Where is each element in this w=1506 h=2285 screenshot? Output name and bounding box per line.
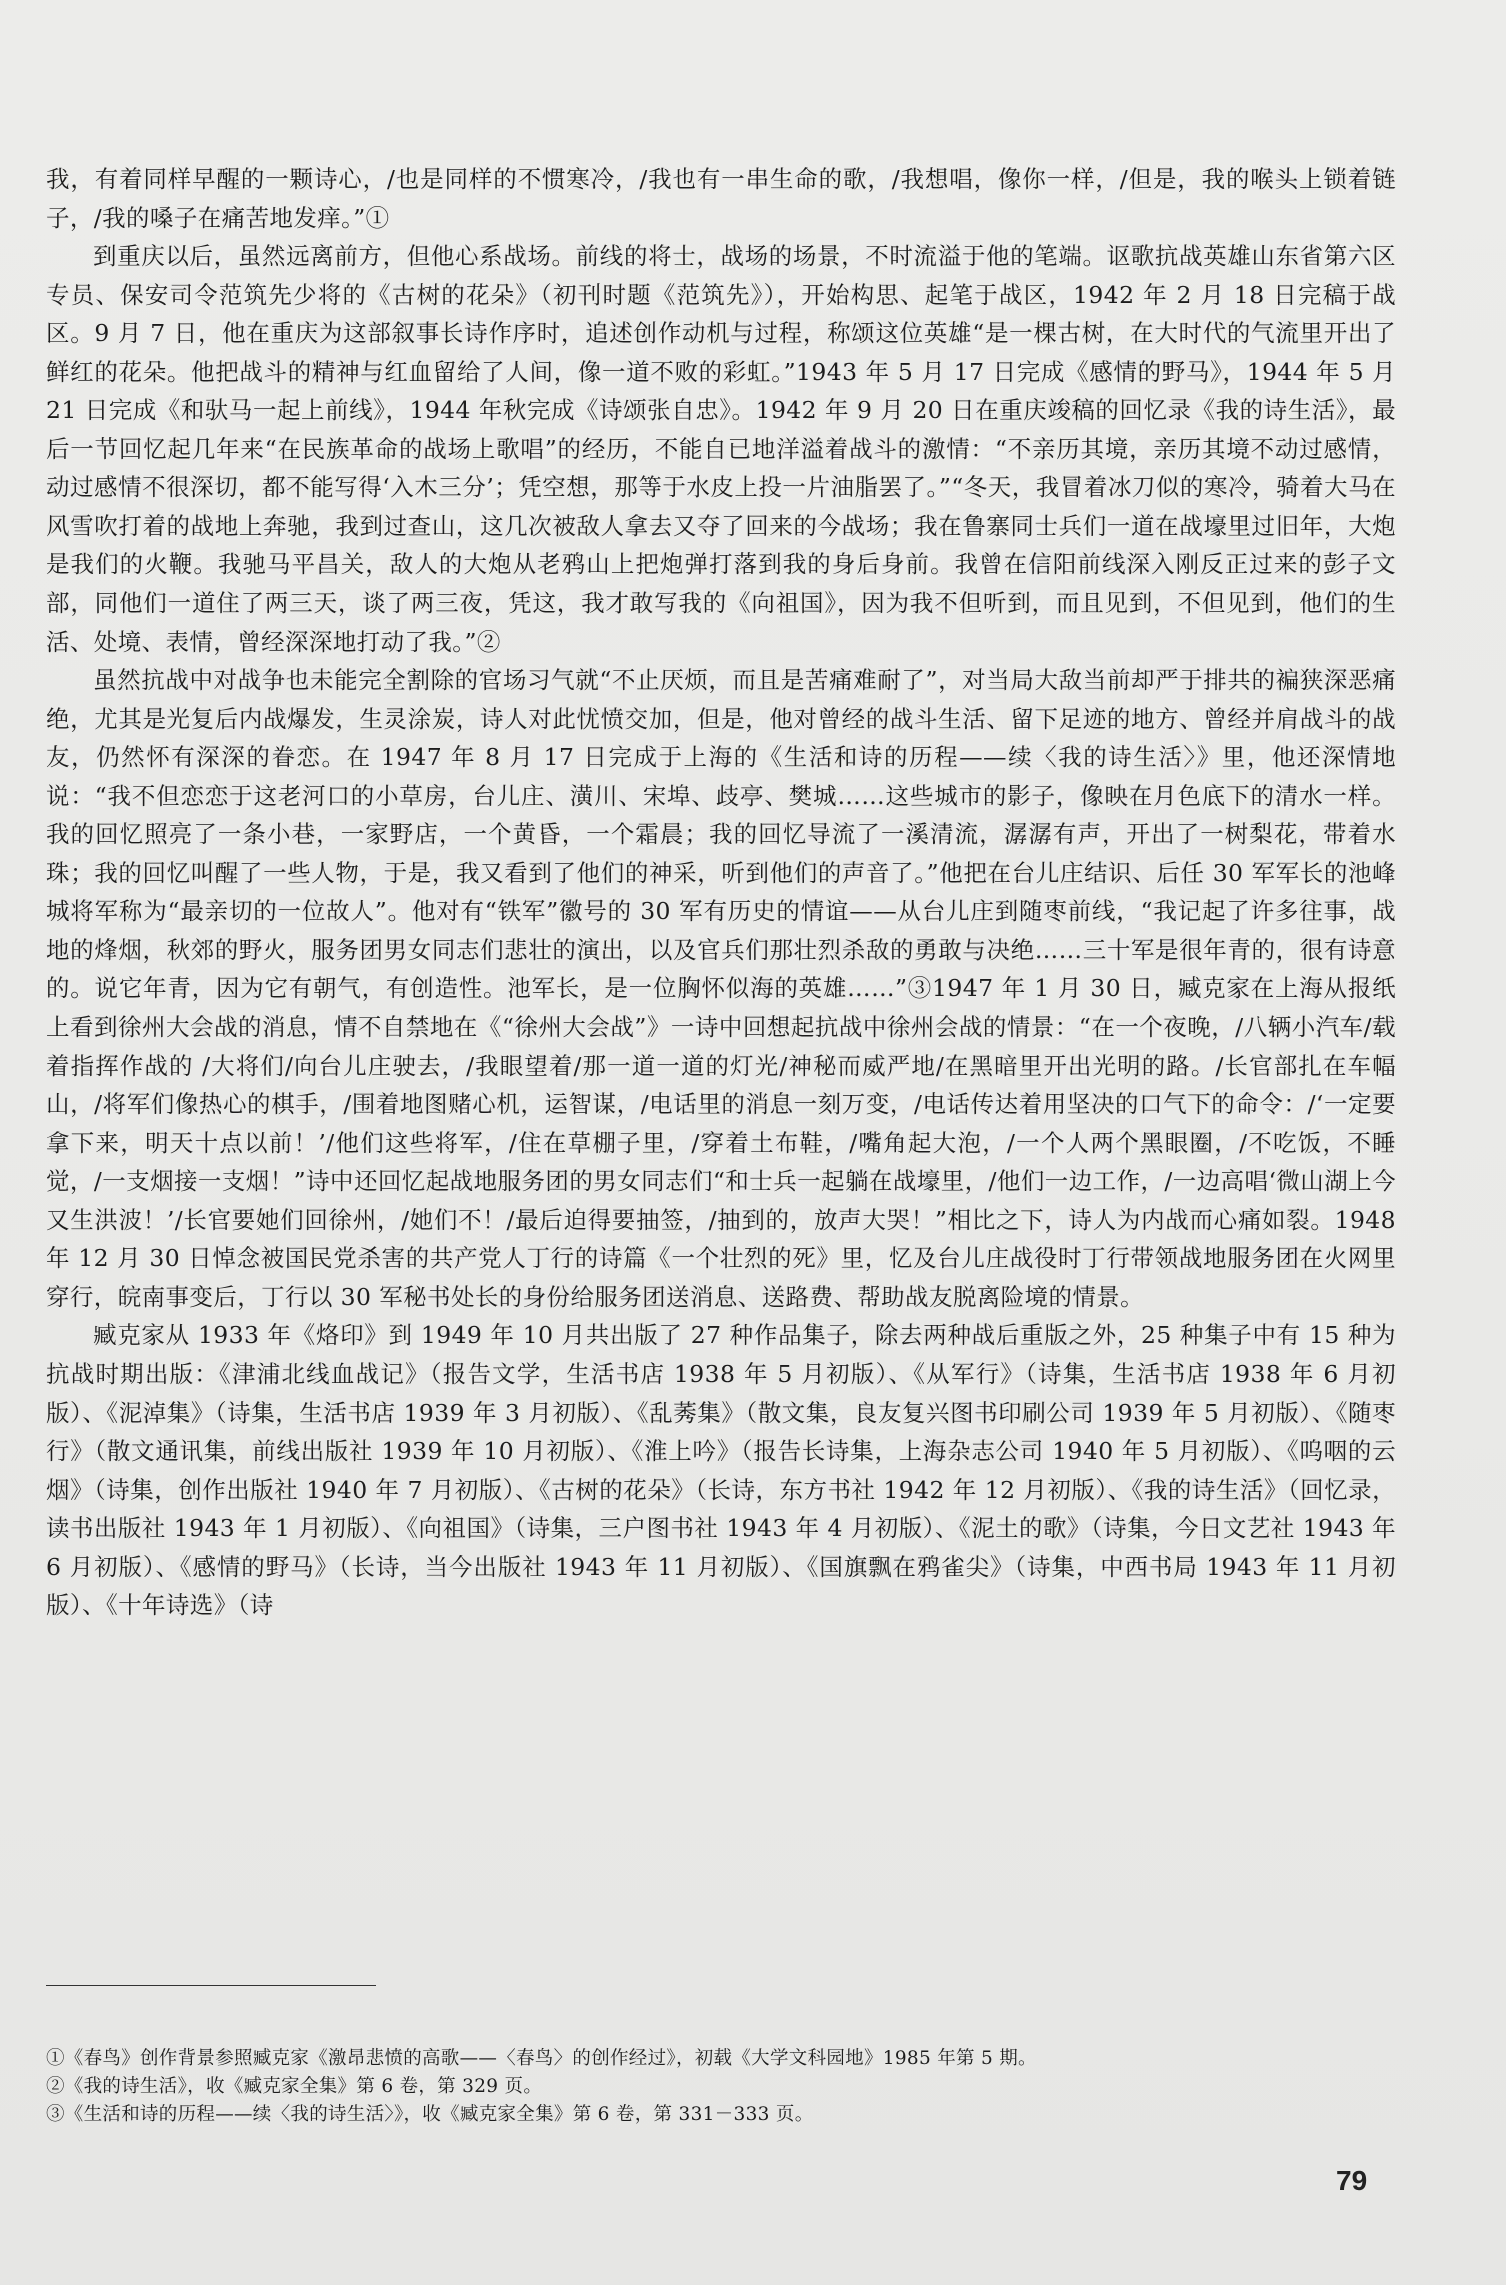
page-number: 79 — [1336, 2165, 1368, 2196]
footnote-1: ①《春鸟》创作背景参照臧克家《激昂悲愤的高歌——〈春鸟〉的创作经过》，初载《大学文科园地》1985 年第 5 期。 — [46, 2048, 1037, 2069]
footnotes — [46, 2045, 1346, 2129]
footnote-divider — [46, 1985, 376, 1986]
paragraph-4: 臧克家从 1933 年《烙印》到 1949 年 10 月共出版了 27 种作品集子，除去两种战后重版之外，25 种集子中有 15 种为抗战时期出版：《津浦北线血战记》（报告文学，生活书店 1938 年 5 月初版）、《从军行》（诗集，生活书店 1938 年 6 月初版）、《泥淖集》（诗集，生活书店 1939 年 3 月初版）、《乱莠集》（散文集，良友复兴图书印刷公司 1939 年 5 月初版）、《随枣行》（散文通讯集，前线出版社 1939 年 10 月初版）、《淮上吟》（报告长诗集，上海杂志公司 1940 年 5 月初版）、《呜咽的云烟》（诗集，创作出版社 1940 年 7 月初版）、《古树的花朵》（长诗，东方书社 1942 年 12 月初版）、《我的诗生活》（回忆录，读书出版社 1943 年 1 月初版）、《向祖国》（诗集，三户图书社 1943 年 4 月初版）、《泥土的歌》（诗集，今日文艺社 1943 年 6 月初版）、《感情的野马》（长诗，当今出版社 1943 年 11 月初版）、《国旗飘在鸦雀尖》（诗集，中西书局 1943 年 11 月初版）、《十年诗选》（诗 — [46, 1321, 1396, 1620]
footnote-3: ③《生活和诗的历程——续〈我的诗生活〉》，收《臧克家全集》第 6 卷，第 331－333 页。 — [46, 2104, 814, 2125]
paragraph-3: 虽然抗战中对战争也未能完全割除的官场习气就“不止厌烦，而且是苦痛难耐了”，对当局大敌当前却严于排共的褊狭深恶痛绝，尤其是光复后内战爆发，生灵涂炭，诗人对此忧愤交加，但是，他对曾经的战斗生活、留下足迹的地方、曾经并肩战斗的战友，仍然怀有深深的眷恋。在 1947 年 8 月 17 日完成于上海的《生活和诗的历程——续〈我的诗生活〉》里，他还深情地说：“我不但恋恋于这老河口的小草房，台儿庄、潢川、宋埠、歧亭、樊城……这些城市的影子，像映在月色底下的清水一样。我的回忆照亮了一条小巷，一家野店，一个黄昏，一个霜晨；我的回忆导流了一溪清流，潺潺有声，开出了一树梨花，带着水珠；我的回忆叫醒了一些人物，于是，我又看到了他们的神采，听到他们的声音了。”他把在台儿庄结识、后任 30 军军长的池峰城将军称为“最亲切的一位故人”。他对有“铁军”徽号的 30 军有历史的情谊——从台儿庄到随枣前线，“我记起了许多往事，战地的烽烟，秋郊的野火，服务团男女同志们悲壮的演出，以及官兵们那壮烈杀敌的勇敢与决绝……三十军是很年青的，很有诗意的。说它年青，因为它有朝气，有创造性。池军长，是一位胸怀似海的英雄……”③1947 年 1 月 30 日，臧克家在上海从报纸上看到徐州大会战的消息，情不自禁地在《“徐州大会战”》一诗中回想起抗战中徐州会战的情景：“在一个夜晚，/八辆小汽车/载着指挥作战的 /大将们/向台儿庄驶去，/我眼望着/那一道一道的灯光/神秘而威严地/在黑暗里开出光明的路。/长官部扎在车幅山，/将军们像热心的棋手，/围着地图赌心机，运智谋，/电话里的消息一刻万变，/电话传达着用坚决的口气下的命令：/‘一定要拿下来，明天十点以前！’/他们这些将军，/住在草棚子里，/穿着土布鞋，/嘴角起大泡，/一个人两个黑眼圈，/不吃饭，不睡觉，/一支烟接一支烟！”诗中还回忆起战地服务团的男女同志们“和士兵一起躺在战壕里，/他们一边工作，/一边高唱‘微山湖上今又生洪波！’/长官要她们回徐州，/她们不！/最后迫得要抽签，/抽到的，放声大哭！”相比之下，诗人为内战而心痛如裂。1948 年 12 月 30 日悼念被国民党杀害的共产党人丁行的诗篇《一个壮烈的死》里，忆及台儿庄战役时丁行带领战地服务团在火网里穿行，皖南事变后，丁行以 30 军秘书处长的身份给服务团送消息、送路费、帮助战友脱离险境的情景。 — [46, 666, 1396, 1311]
paragraph-1: 我，有着同样早醒的一颗诗心，/也是同样的不惯寒冷，/我也有一串生命的歌，/我想唱，像你一样，/但是，我的喉头上锁着链子，/我的嗓子在痛苦地发痒。”① — [46, 165, 1396, 232]
paragraph-2: 到重庆以后，虽然远离前方，但他心系战场。前线的将士，战场的场景，不时流溢于他的笔端。讴歌抗战英雄山东省第六区专员、保安司令范筑先少将的《古树的花朵》（初刊时题《范筑先》），开始构思、起笔于战区，1942 年 2 月 18 日完稿于战区。9 月 7 日，他在重庆为这部叙事长诗作序时，追述创作动机与过程，称颂这位英雄“是一棵古树，在大时代的气流里开出了鲜红的花朵。他把战斗的精神与红血留给了人间，像一道不败的彩虹。”1943 年 5 月 17 日完成《感情的野马》，1944 年 5 月 21 日完成《和驮马一起上前线》，1944 年秋完成《诗颂张自忠》。1942 年 9 月 20 日在重庆竣稿的回忆录《我的诗生活》，最后一节回忆起几年来“在民族革命的战场上歌唱”的经历，不能自已地洋溢着战斗的激情：“不亲历其境，亲历其境不动过感情，动过感情不很深切，都不能写得‘入木三分’；凭空想，那等于水皮上投一片油脂罢了。”“冬天，我冒着冰刀似的寒冷，骑着大马在风雪吹打着的战地上奔驰，我到过查山，这几次被敌人拿去又夺了回来的今战场；我在鲁寨同士兵们一道在战壕里过旧年，大炮是我们的火鞭。我驰马平昌关，敌人的大炮从老鸦山上把炮弹打落到我的身后身前。我曾在信阳前线深入刚反正过来的彭子文部，同他们一道住了两三天，谈了两三夜，凭这，我才敢写我的《向祖国》，因为我不但听到，而且见到，不但见到，他们的生活、处境、表情，曾经深深地打动了我。”② — [46, 242, 1396, 656]
footnote-2: ②《我的诗生活》，收《臧克家全集》第 6 卷，第 329 页。 — [46, 2076, 543, 2097]
body-text — [46, 160, 1396, 1625]
